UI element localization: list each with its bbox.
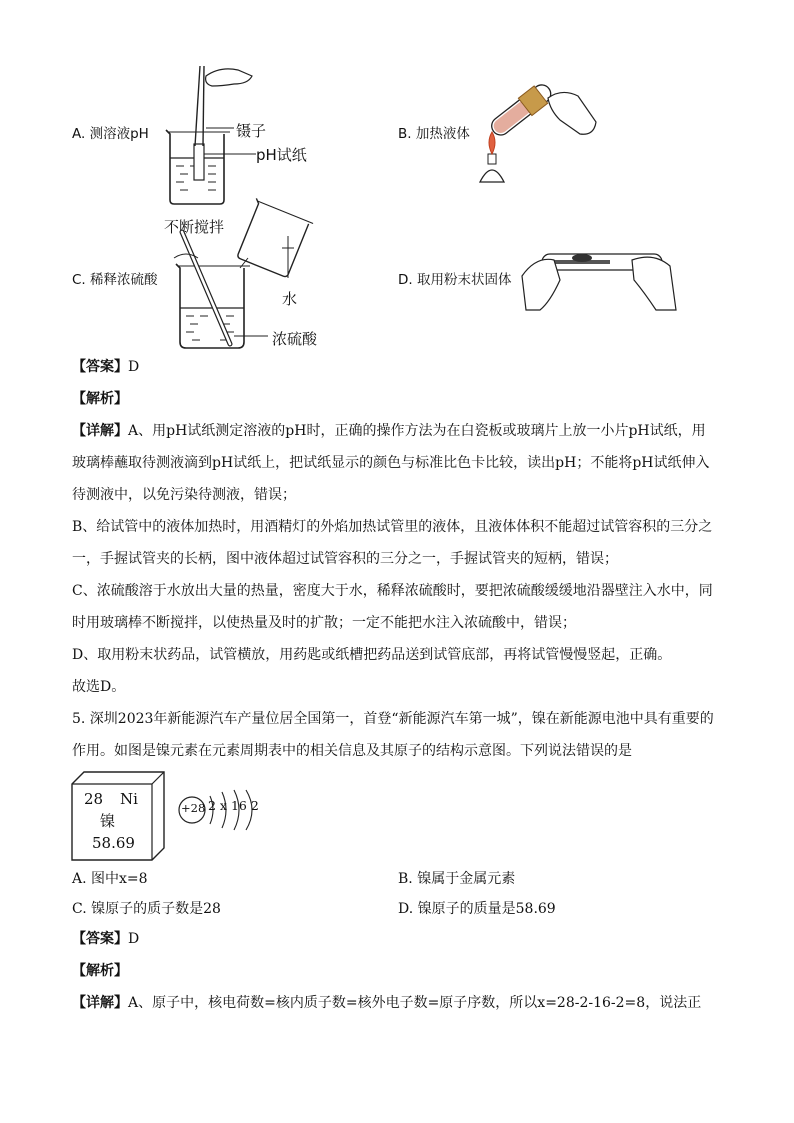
q4-detail-line-9: 故选D。	[72, 679, 126, 695]
heating-liquid-figure	[470, 70, 610, 195]
q5-stem-line-1: 5. 深圳2023年新能源汽车产量位居全国第一，首登“新能源汽车第一城”，镍在新能源电池中具有重要的	[72, 711, 714, 727]
answer-label: 【答案】	[72, 931, 128, 947]
answer-value: D	[128, 931, 140, 947]
q4-detail-line-1: 【详解】A、用pH试纸测定溶液的pH时，正确的操作方法为在白瓷板或玻璃片上放一小片pH试纸，用	[72, 423, 706, 439]
q4-detail-line-4: B、给试管中的液体加热时，用酒精灯的外焰加热试管里的液体，且液体体积不能超过试管容积的三分之	[72, 519, 713, 535]
q5-stem-line-2: 作用。如图是镍元素在元素周期表中的相关信息及其原子的结构示意图。下列说法错误的是	[72, 743, 632, 759]
q4-detail-line-8: D、取用粉末状药品，试管横放，用药匙或纸槽把药品送到试管底部，再将试管慢慢竖起，正确。	[72, 647, 672, 663]
q5-option-b: B. 镍属于金属元素	[398, 871, 516, 887]
q5-option-c: C. 镍原子的质子数是28	[72, 901, 221, 917]
atom-shells: 2 x 16 2	[208, 798, 259, 813]
water-label: 水	[282, 290, 298, 308]
q4-detail-line-3: 待测液中，以免污染待测液，错误；	[72, 487, 296, 503]
q4-detail-line-2: 玻璃棒蘸取待测液滴到pH试纸上，把试纸显示的颜色与标准比色卡比较，读出pH；不能将pH试纸伸入	[72, 455, 710, 471]
q4-detail-line-6: C、浓硫酸溶于水放出大量的热量，密度大于水，稀释浓硫酸时，要把浓硫酸缓缓地沿器壁注入水中，同	[72, 583, 713, 599]
detail-label: 【详解】	[72, 423, 128, 439]
q4-detail-line-5: 一，手握试管夹的长柄，图中液体超过试管容积的三分之一，手握试管夹的短柄，错误；	[72, 551, 618, 567]
q5-option-a: A. 图中x=8	[72, 871, 148, 887]
detail-label: 【详解】	[72, 995, 128, 1011]
option-a-label: A. 测溶液pH	[72, 126, 149, 142]
option-d-label: D. 取用粉末状固体	[398, 272, 512, 288]
analysis-label: 【解析】	[72, 963, 128, 979]
q5-answer-row	[72, 928, 139, 948]
q4-detail-line-7: 时用玻璃棒不断搅拌，以使热量及时的扩散；一定不能把水注入浓硫酸中，错误；	[72, 615, 576, 631]
stir-label: 不断搅拌	[164, 218, 225, 236]
ph-test-figure	[160, 62, 310, 212]
ph-paper-label: pH试纸	[256, 146, 307, 164]
analysis-label: 【解析】	[72, 391, 128, 407]
element-name: 镍	[100, 812, 116, 830]
option-c-label: C. 稀释浓硫酸	[72, 272, 158, 288]
answer-value: D	[128, 359, 140, 375]
element-mass: 58.69	[92, 834, 135, 852]
powder-solid-figure	[520, 236, 680, 316]
q4-answer-row	[72, 356, 139, 376]
option-b-label: B. 加热液体	[398, 126, 470, 142]
answer-label: 【答案】	[72, 359, 128, 375]
tweezers-label: 镊子	[236, 122, 267, 140]
q5-detail-line-1: 【详解】A、原子中，核电荷数=核内质子数=核外电子数=原子序数，所以x=28-2-16-2=8，说法正	[72, 995, 702, 1011]
q5-option-d: D. 镍原子的质量是58.69	[398, 901, 556, 917]
acid-label: 浓硫酸	[272, 330, 318, 348]
atom-nucleus: +28	[181, 801, 206, 815]
element-symbol: Ni	[120, 790, 138, 808]
element-number: 28	[84, 790, 104, 808]
